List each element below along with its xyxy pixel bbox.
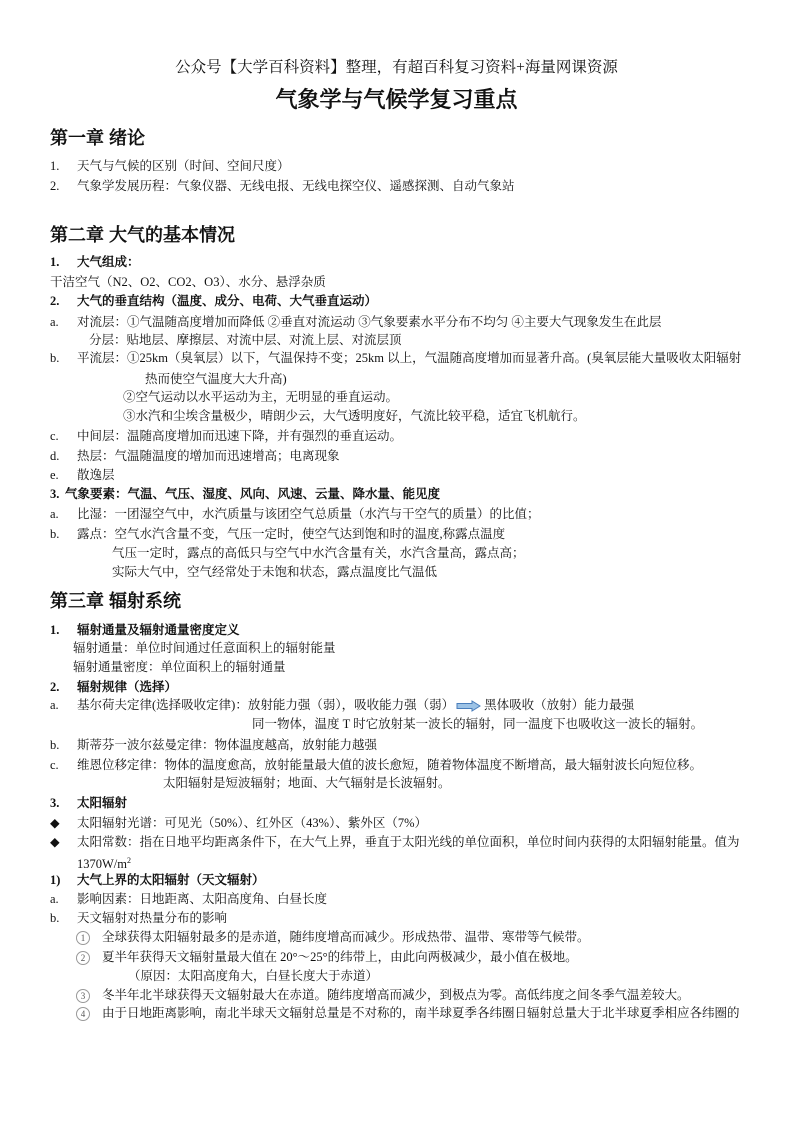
list-item-continuation: （原因：太阳高度角大，白昼长度大于赤道） (128, 969, 379, 983)
paragraph: 干洁空气（N2、O2、CO2、O3）、水分、悬浮杂质 (50, 275, 326, 289)
list-marker: 3. (50, 796, 60, 810)
diamond-bullet-icon: ◆ (50, 835, 60, 849)
section-heading: 大气上界的太阳辐射（天文辐射） (77, 873, 265, 887)
list-item-continuation: 同一物体，温度 T 时它放射某一波长的辐射，同一温度下也吸收这一波长的辐射。 (252, 717, 704, 731)
section-heading: 辐射规律（选择） (77, 680, 178, 694)
list-item-continuation: 太阳辐射是短波辐射；地面、大气辐射是长波辐射。 (163, 776, 451, 790)
list-marker: b. (50, 351, 60, 365)
list-item-continuation: 热而使空气温度大大升高) (145, 372, 287, 386)
list-marker: a. (50, 315, 59, 329)
list-marker: 2. (50, 680, 60, 694)
definition: 辐射通量：单位时间通过任意面积上的辐射能量 (73, 641, 336, 655)
list-item: 天气与气候的区别（时间、空间尺度） (77, 159, 290, 173)
list-item-continuation: ②空气运动以水平运动为主，无明显的垂直运动。 (123, 390, 399, 404)
circled-number: 3 (76, 986, 90, 1004)
list-marker: c. (50, 429, 59, 443)
list-marker: b. (50, 527, 60, 541)
list-marker: b. (50, 911, 60, 925)
list-item: 由于日地距离影响，南北半球天文辐射总量是不对称的，南半球夏季各纬圈日辐射总量大于北半球夏季相应各纬圈的 (102, 1006, 740, 1020)
list-item: 夏半年获得天文辐射量最大值在 20°～25°的纬带上，由此向两极减少，最小值在极地。 (102, 950, 578, 964)
list-marker: a. (50, 698, 59, 712)
list-item: 平流层：①25km（臭氧层）以下，气温保持不变；25km 以上，气温随高度增加而显著升高。(臭氧层能大量吸收太阳辐射 (77, 351, 742, 365)
list-item: 对流层：①气温随高度增加而降低 ②垂直对流运动 ③气象要素水平分布不均匀 ④主要大气现象发生在此层 (77, 315, 662, 329)
list-item: 太阳常数：指在日地平均距离条件下，在大气上界，垂直于太阳光线的单位面积，单位时间内获得的太阳辐射能量。值为 (77, 835, 740, 849)
section-heading: 大气组成： (77, 255, 140, 269)
list-marker: 1. (50, 159, 60, 173)
kirchhoff-text: 基尔荷夫定律(选择吸收定律)：放射能力强（弱），吸收能力强（弱） (77, 698, 455, 712)
list-item: 影响因素：日地距离、太阳高度角、白昼长度 (77, 892, 328, 906)
diamond-bullet-icon: ◆ (50, 816, 60, 830)
list-marker: 3. (50, 487, 60, 501)
section-heading: 太阳辐射 (77, 796, 128, 810)
list-item: 斯蒂芬一波尔兹曼定律：物体温度越高，放射能力越强 (77, 738, 378, 752)
solar-constant-value: 1370W/m (77, 857, 127, 872)
list-item-continuation: 分层：贴地层、摩擦层、对流中层、对流上层、对流层顶 (89, 333, 402, 347)
list-marker: d. (50, 449, 60, 463)
list-marker: 2. (50, 294, 60, 308)
list-marker: c. (50, 758, 59, 772)
list-item: 太阳辐射光谱：可见光（50%）、红外区（43%）、紫外区（7%） (77, 816, 427, 830)
list-marker: a. (50, 892, 59, 906)
kirchhoff-conclusion: 黑体吸收（放射）能力最强 (484, 698, 635, 712)
list-item: 比湿：一团湿空气中，水汽质量与该团空气总质量（水汽与干空气的质量）的比值； (77, 507, 540, 521)
superscript: 2 (127, 856, 131, 865)
list-marker: b. (50, 738, 60, 752)
list-item-continuation: 气压一定时，露点的高低只与空气中水汽含量有关，水汽含量高，露点高； (112, 546, 525, 560)
list-marker: a. (50, 507, 59, 521)
list-item: 天文辐射对热量分布的影响 (77, 911, 228, 925)
list-marker: e. (50, 468, 59, 482)
definition: 辐射通量密度：单位面积上的辐射通量 (73, 660, 286, 674)
list-item: 维恩位移定律：物体的温度愈高，放射能量最大值的波长愈短，随着物体温度不断增高，最大辐射波长向短位移。 (77, 758, 703, 772)
list-item: 散逸层 (77, 468, 115, 482)
list-marker: 2. (50, 179, 60, 193)
list-marker: 1) (50, 873, 61, 887)
circled-number: 4 (76, 1004, 90, 1022)
chapter-1-heading: 第一章 绪论 (50, 128, 146, 148)
chapter-2-heading: 第二章 大气的基本情况 (50, 225, 235, 245)
list-item: 露点：空气水汽含量不变，气压一定时，使空气达到饱和时的温度,称露点温度 (77, 527, 506, 541)
list-marker: 1. (50, 623, 60, 637)
section-heading: 辐射通量及辐射通量密度定义 (77, 623, 240, 637)
circled-number: 2 (76, 948, 90, 966)
section-heading: 大气的垂直结构（温度、成分、电荷、大气垂直运动） (77, 294, 378, 308)
list-item: 冬半年北半球获得天文辐射最大在赤道。随纬度增高而减少，到极点为零。高低纬度之间冬季气温差较大。 (102, 988, 690, 1002)
list-item: 中间层：温随高度增加而迅速下降，并有强烈的垂直运动。 (77, 429, 403, 443)
list-marker: 1. (50, 255, 60, 269)
list-item: 热层：气温随温度的增加而迅速增高；电离现象 (77, 449, 340, 463)
right-arrow-icon (456, 700, 482, 712)
chapter-3-heading: 第三章 辐射系统 (50, 591, 182, 611)
list-item (77, 696, 634, 714)
list-item-continuation: ③水汽和尘埃含量极少，晴朗少云，大气透明度好，气流比较平稳，适宜飞机航行。 (123, 409, 586, 423)
section-heading: 气象要素：气温、气压、湿度、风向、风速、云量、降水量、能见度 (65, 487, 441, 501)
list-item-continuation: 实际大气中，空气经常处于未饱和状态，露点温度比气温低 (112, 565, 438, 579)
list-item: 气象学发展历程：气象仪器、无线电报、无线电探空仪、遥感探测、自动气象站 (77, 179, 515, 193)
header-note: 公众号【大学百科资料】整理，有超百科复习资料+海量网课资源 (175, 59, 618, 76)
circled-number: 1 (76, 928, 90, 946)
list-item: 全球获得太阳辐射最多的是赤道，随纬度增高而减少。形成热带、温带、寒带等气候带。 (102, 930, 590, 944)
list-item-continuation (77, 852, 131, 870)
document-title: 气象学与气候学复习重点 (275, 87, 518, 112)
